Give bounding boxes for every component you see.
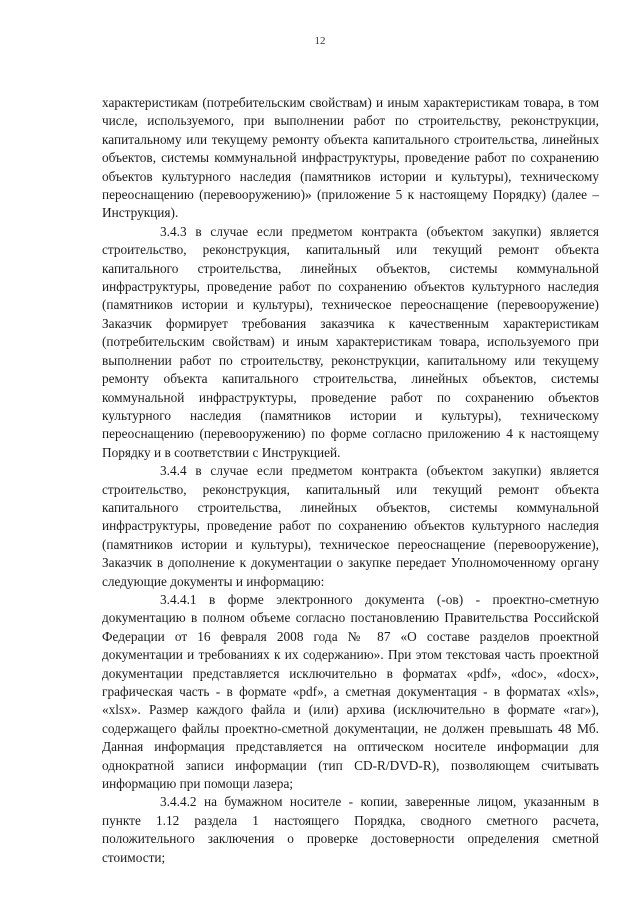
page-number: 12	[314, 35, 326, 47]
paragraph-item-3-4-3: 3.4.3 в случае если предметом контракта (объектом закупки) является строительство, реконструкция, капитальный или текущий ремонт объекта капитального строительства, линейных объектов, системы коммунальной инфраструктуры, проведение работ по сохранению объектов культурного наследия (памятников истории и культуры), техническое переоснащение (перевооружение) Заказчик формирует требования заказчика к качественным характеристикам (потребительским свойствам) и иным характеристикам товара, используемого при выполнении работ по строительству, реконструкции, капитальному или текущему ремонту объекта капитального строительства, линейных объектов, системы коммунальной инфраструктуры, проведение работ по сохранению объектов культурного наследия (памятников истории и культуры), техническому переоснащению (перевооружению) по форме согласно приложению 4 к настоящему Порядку и в соответствии с Инструкцией.	[102, 223, 599, 460]
paragraph-item-3-4-4: 3.4.4 в случае если предметом контракта (объектом закупки) является строительство, реконструкция, капитальный или текущий ремонт объекта капитального строительства, линейных объектов, системы коммунальной инфраструктуры, проведение работ по сохранению объектов культурного наследия (памятников истории и культуры), техническое переоснащение (перевооружение), Заказчик в дополнение к документации о закупке передает Уполномоченному органу следующие документы и информацию:	[102, 463, 599, 589]
paragraph-item-3-4-4-2: 3.4.4.2 на бумажном носителе - копии, заверенные лицом, указанным в пункте 1.12 раздела 1 настоящего Порядка, сводного сметного расчета, положительного заключения о проверке достоверности определения сметной стоимости;	[102, 794, 599, 865]
document-body	[102, 94, 599, 867]
paragraph-item-3-4-4-1: 3.4.4.1 в форме электронного документа (-ов) - проектно-сметную документацию в полном объеме согласно постановлению Правительства Российской Федерации от 16 февраля 2008 года № 87 «О составе разделов проектной документации и требованиях к их содержанию». При этом текстовая часть проектной документации представляется исключительно в форматах «pdf», «doc», «docx», графическая часть - в формате «pdf», а сметная документация - в форматах «xls», «xlsx». Размер каждого файла и (или) архива (исключительно в формате «rar»), содержащего файлы проектно-сметной документации, не должен превышать 48 Мб. Данная информация представляется на оптическом носителе информации для однократной записи информации (тип CD-R/DVD-R), позволяющем считывать информацию при помощи лазера;	[102, 591, 599, 792]
paragraph-continuation: характеристикам (потребительским свойствам) и иным характеристикам товара, в том числе, используемого, при выполнении работ по строительству, реконструкции, капитальному или текущему ремонту объекта капитального строительства, линейных объектов, системы коммунальной инфраструктуры, проведение работ по сохранению объектов культурного наследия (памятников истории и культуры), техническому переоснащению (перевооружению)» (приложение 5 к настоящему Порядку) (далее – Инструкция).	[102, 95, 599, 221]
